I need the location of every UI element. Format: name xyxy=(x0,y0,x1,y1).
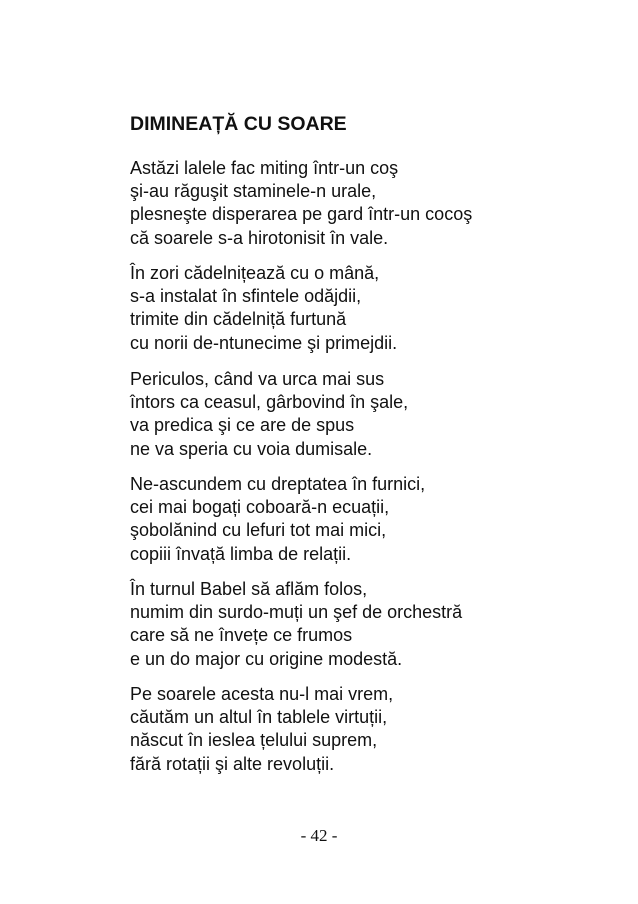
verse-line: e un do major cu origine modestă. xyxy=(130,648,403,669)
verse-line: copiii învață limba de relații. xyxy=(130,543,352,564)
stanza-2 xyxy=(130,262,397,355)
page-number: - 42 - xyxy=(300,826,338,845)
verse-line: născut în ieslea țelului suprem, xyxy=(130,730,378,751)
verse-line: Pe soarele acesta nu-l mai vrem, xyxy=(130,684,394,704)
verse-line: şobolănind cu lefuri tot mai mici, xyxy=(130,520,387,541)
verse-line: întors ca ceasul, gârbovind în şale, xyxy=(130,392,409,413)
verse-line: plesneşte disperarea pe gard într-un cocoş xyxy=(130,204,473,225)
stanza-4 xyxy=(130,473,425,566)
stanza-1 xyxy=(130,157,472,250)
stanza-5 xyxy=(130,578,462,671)
verse-line: trimite din cădelniță furtună xyxy=(130,309,347,330)
stanza-3 xyxy=(130,368,408,461)
verse-line: ne va speria cu voia dumisale. xyxy=(130,438,373,459)
stanza-6 xyxy=(130,683,393,776)
verse-line: În turnul Babel să aflăm folos, xyxy=(130,579,368,599)
verse-line: fără rotații şi alte revoluții. xyxy=(130,753,335,774)
verse-line: va predica şi ce are de spus xyxy=(130,415,355,436)
verse-line: Astăzi lalele fac miting într-un coş xyxy=(130,158,399,178)
verse-line: s-a instalat în sfintele odăjdii, xyxy=(130,286,362,307)
verse-line: care să ne învețe ce frumos xyxy=(130,625,353,646)
verse-line: În zori cădelnițează cu o mână, xyxy=(130,263,380,283)
verse-line: cei mai bogați coboară-n ecuații, xyxy=(130,497,390,518)
verse-line: că soarele s-a hirotonisit în vale. xyxy=(130,227,389,248)
verse-line: Periculos, când va urca mai sus xyxy=(130,369,385,389)
verse-line: căutăm un altul în tablele virtuții, xyxy=(130,707,388,728)
verse-line: şi-au răguşit staminele-n urale, xyxy=(130,181,377,202)
verse-line: cu norii de-ntunecime şi primejdii. xyxy=(130,332,398,353)
poem-title: DIMINEAȚĂ CU SOARE xyxy=(130,113,347,135)
verse-line: Ne-ascundem cu dreptatea în furnici, xyxy=(130,474,426,494)
verse-line: numim din surdo-muți un şef de orchestră xyxy=(130,602,463,623)
